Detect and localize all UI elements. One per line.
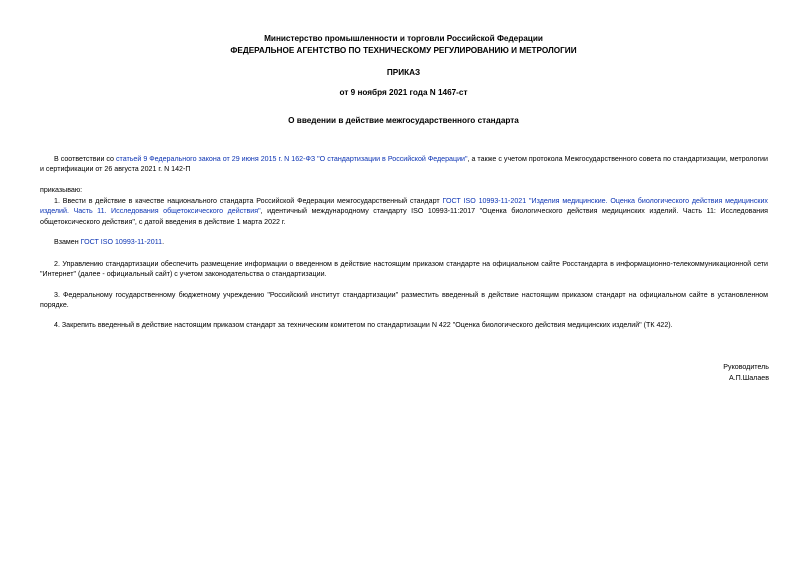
- signature-name: А.П.Шалаев: [728, 374, 769, 382]
- intro-prefix: В соответствии со: [54, 155, 116, 163]
- item-1-suffix: , идентичный международному стандарту ISO 10993-11:2017 "Оценка биологического действия медицинских изделий. Часть 11: Исследования общетоксического действия", с датой введения в действие 1 марта 2022 г.: [40, 207, 768, 226]
- replacement-prefix: Взамен: [54, 238, 81, 246]
- item-1-prefix: 1. Ввести в действие в качестве национального стандарта Российской Федерации межгосударственный стандарт: [54, 197, 443, 205]
- intro-paragraph: [40, 154, 768, 175]
- document-date-number: от 9 ноября 2021 года N 1467-ст: [339, 88, 468, 97]
- federal-law-link[interactable]: статьей 9 Федерального закона от 29 июня 2015 г. N 162-ФЗ "О стандартизации в Российской Федерации": [115, 155, 468, 163]
- item-3-paragraph: 3. Федеральному государственному бюджетному учреждению "Российский институт стандартизации" разместить введенный в действие настоящим приказом стандарт на официальном сайте в установленном порядке.: [40, 291, 768, 310]
- ministry-name: Министерство промышленности и торговли Российской Федерации: [264, 34, 543, 43]
- document-title: О введении в действие межгосударственного стандарта: [288, 116, 519, 125]
- item-1-paragraph: [40, 196, 768, 227]
- replacement-paragraph: [40, 237, 768, 247]
- gost-2011-link[interactable]: ГОСТ ISO 10993-11-2011: [80, 238, 163, 246]
- order-word: приказываю:: [40, 186, 83, 194]
- item-2-paragraph: 2. Управлению стандартизации обеспечить размещение информации о введенном в действие настоящим приказом стандарте на официальном сайте Росстандарта в информационно-телекоммуникационной сети "Интернет" (далее - официальный сайт) с учетом законодательства о стандартизации.: [40, 260, 768, 279]
- signature-position: Руководитель: [723, 363, 769, 371]
- intro-suffix: , а также с учетом протокола Межгосударственного совета по стандартизации, метрологии и сертификации от 26 августа 2021 г. N 142-П: [40, 155, 768, 174]
- replacement-suffix: .: [162, 238, 165, 246]
- document-type: ПРИКАЗ: [386, 68, 421, 77]
- item-4-paragraph: 4. Закрепить введенный в действие настоящим приказом стандарт за техническим комитетом по стандартизации N 422 "Оценка биологического действия медицинских изделий" (ТК 422).: [54, 321, 673, 329]
- agency-name: ФЕДЕРАЛЬНОЕ АГЕНТСТВО ПО ТЕХНИЧЕСКОМУ РЕГУЛИРОВАНИЮ И МЕТРОЛОГИИ: [230, 46, 577, 55]
- gost-2021-link[interactable]: ГОСТ ISO 10993-11-2021 "Изделия медицинские. Оценка биологического действия медицинских изделий. Часть 11. Исследования общетоксического действия": [40, 197, 768, 216]
